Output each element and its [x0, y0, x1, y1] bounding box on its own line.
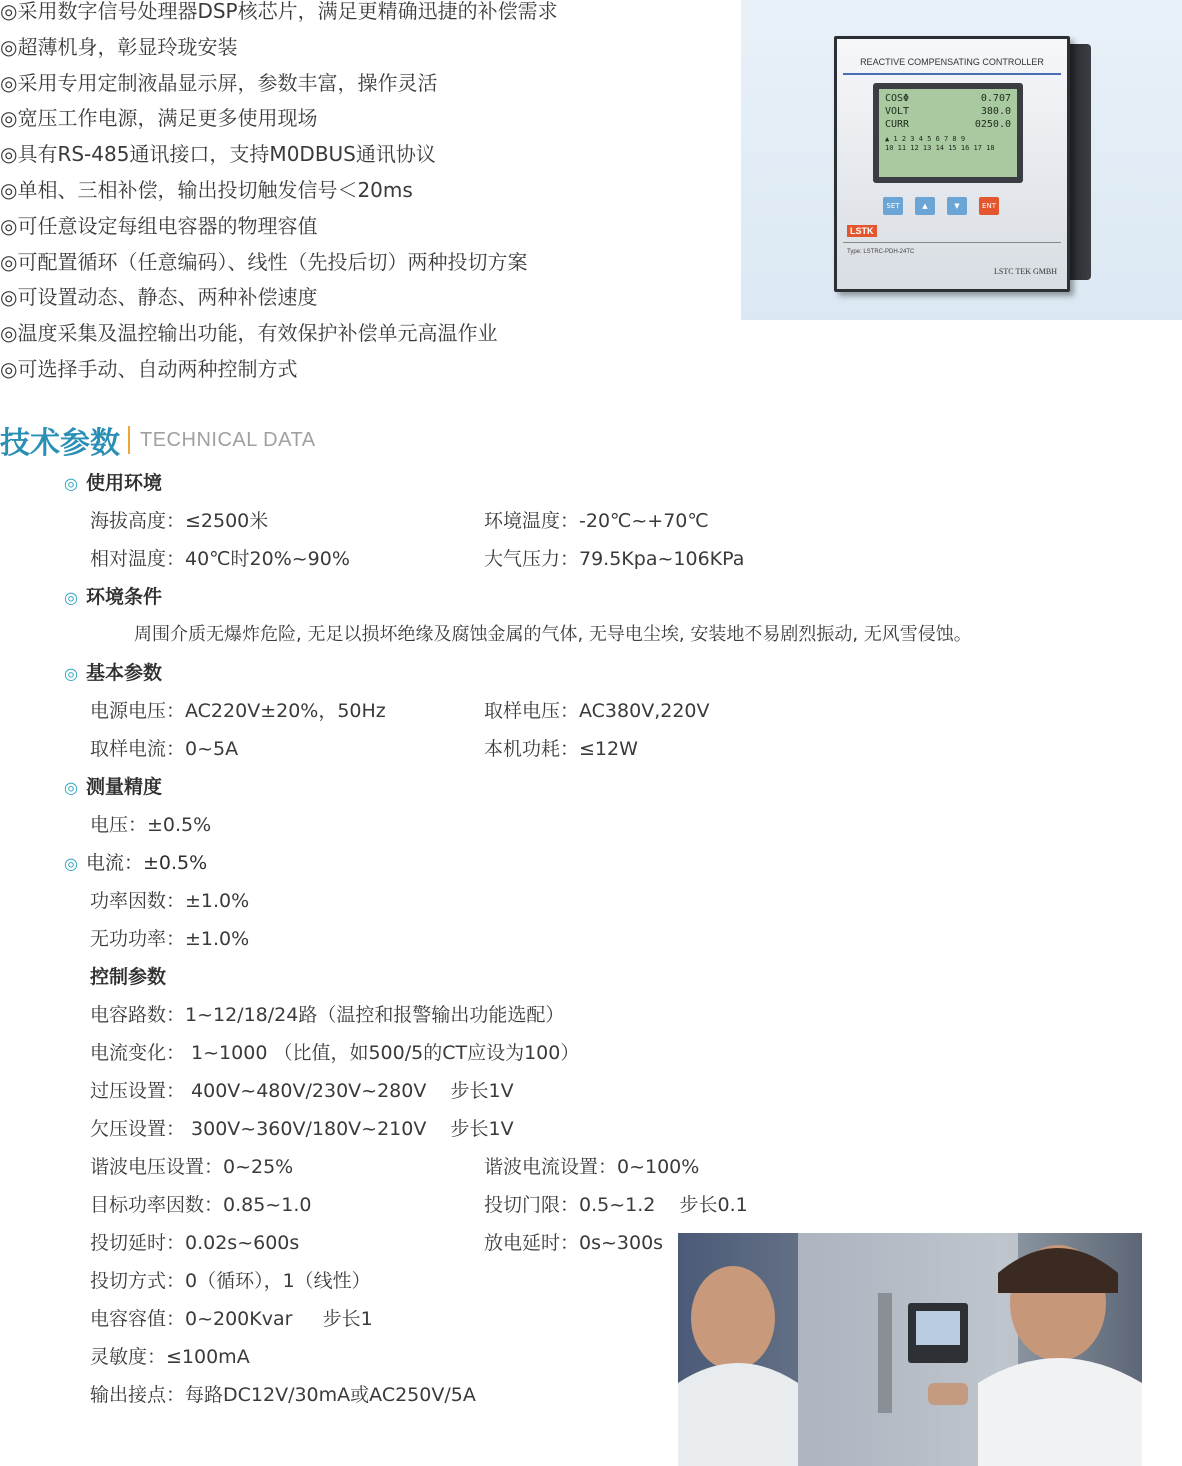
device-side-panel — [1067, 44, 1091, 280]
spec-switch-mode: 投切方式：0（循环），1（线性） — [90, 1270, 371, 1292]
spec-cap-channels: 电容路数：1~12/18/24路（温控和报警输出功能选配） — [90, 1004, 565, 1026]
spec-pf-accuracy: 功率因数：±1.0% — [90, 890, 250, 912]
device-title: REACTIVE COMPENSATING CONTROLLER — [860, 57, 1044, 67]
lcd-label: VOLT — [885, 106, 910, 117]
feature-item: ◎超薄机身，彰显玲珑安装 — [0, 34, 238, 59]
device-key-enter: ENT — [979, 197, 999, 215]
spec-cap-value: 电容容值：0~200Kvar 步长1 — [90, 1308, 373, 1330]
spec-undervoltage: 欠压设置： 300V~360V/180V~210V 步长1V — [90, 1118, 514, 1140]
feature-item: ◎采用数字信号处理器DSP核芯片，满足更精确迅捷的补偿需求 — [0, 0, 558, 23]
spec-output-contact: 输出接点：每路DC12V/30mA或AC250V/5A — [90, 1384, 476, 1406]
product-photo — [741, 0, 1182, 320]
spec-reactive-accuracy: 无功功率：±1.0% — [90, 928, 250, 950]
spec-altitude: 海拔高度：≤2500米 — [90, 510, 269, 532]
spec-harmonic-voltage: 谐波电压设置：0~25% — [90, 1156, 294, 1178]
group-title-env-conditions — [64, 578, 162, 617]
device-divider — [843, 242, 1061, 243]
technicians-photo — [678, 1233, 1142, 1466]
lcd-screen — [879, 89, 1017, 177]
lcd-label: COSΦ — [885, 93, 910, 104]
device-keypad — [883, 197, 999, 215]
group-title-label: 测量精度 — [85, 776, 162, 798]
spec-power-consumption: 本机功耗：≤12W — [484, 738, 638, 760]
spec-overvoltage: 过压设置： 400V~480V/230V~280V 步长1V — [90, 1080, 514, 1102]
lcd-label: CURR — [885, 119, 910, 130]
lcd-value: 0250.0 — [974, 119, 1011, 130]
lcd-row — [885, 118, 1011, 131]
spec-pressure: 大气压力：79.5Kpa~106KPa — [484, 548, 745, 570]
device-key-up: ▲ — [915, 197, 935, 215]
feature-item: ◎可设置动态、静态、两种补偿速度 — [0, 285, 318, 310]
feature-item: ◎温度采集及温控输出功能，有效保护补偿单元高温作业 — [0, 321, 498, 346]
spec-voltage-accuracy: 电压：±0.5% — [90, 814, 212, 836]
lcd-value: 0.707 — [980, 93, 1011, 104]
device-key-down: ▼ — [947, 197, 967, 215]
lcd-channel-numbers: 10 11 12 13 14 15 16 17 18 — [885, 144, 995, 152]
feature-list — [0, 0, 720, 388]
group-title-control: 控制参数 — [90, 966, 167, 988]
feature-item: ◎可任意设定每组电容器的物理容值 — [0, 213, 318, 238]
spec-target-pf: 目标功率因数：0.85~1.0 — [90, 1194, 312, 1216]
group-title-label: 使用环境 — [85, 472, 162, 494]
group-title-label: 基本参数 — [85, 662, 162, 684]
bullet-icon: ◎ — [64, 474, 78, 493]
spec-switch-threshold: 投切门限：0.5~1.2 步长0.1 — [484, 1194, 748, 1216]
device-type-label: Type: LSTRC-PDH-24TC — [847, 249, 915, 255]
technicians-illustration — [678, 1233, 1142, 1466]
spec-harmonic-current: 谐波电流设置：0~100% — [484, 1156, 700, 1178]
device-brand: LSTC TEK GMBH — [994, 267, 1057, 276]
device-logo: LSTK — [847, 225, 877, 237]
spec-supply-voltage: 电源电压：AC220V±20%，50Hz — [90, 700, 386, 722]
lcd-row — [885, 92, 1011, 105]
feature-item: ◎可选择手动、自动两种控制方式 — [0, 356, 298, 381]
lcd-frame — [873, 83, 1023, 183]
spec-discharge-delay: 放电延时：0s~300s — [484, 1232, 664, 1254]
group-title-environment — [64, 464, 162, 503]
spec-sample-voltage: 取样电压：AC380V,220V — [484, 700, 710, 722]
spec-humidity: 相对温度：40℃时20%~90% — [90, 548, 350, 570]
feature-item: ◎可配置循环（任意编码）、线性（先投后切）两种投切方案 — [0, 249, 528, 274]
section-subtitle: TECHNICAL DATA — [140, 428, 316, 451]
lcd-channel-numbers: ▲ 1 2 3 4 5 6 7 8 9 — [885, 135, 966, 143]
bullet-icon: ◎ — [64, 588, 78, 607]
bullet-icon: ◎ — [64, 778, 78, 797]
group-title-label: 环境条件 — [85, 586, 162, 608]
section-divider — [128, 426, 130, 454]
feature-item: ◎单相、三相补偿，输出投切触发信号＜20ms — [0, 177, 413, 202]
spec-ct-ratio: 电流变化： 1~1000 （比值，如500/5的CT应设为100） — [90, 1042, 580, 1064]
spec-env-description: 周围介质无爆炸危险, 无足以损坏绝缘及腐蚀金属的气体, 无导电尘埃, 安装地不易剧烈振动, 无风雪侵蚀。 — [134, 624, 972, 645]
spec-env-temp: 环境温度：-20℃~+70℃ — [484, 510, 709, 532]
feature-item: ◎宽压工作电源，满足更多使用现场 — [0, 106, 318, 131]
section-title: 技术参数 — [0, 426, 120, 461]
device-divider — [843, 73, 1061, 75]
group-title-basic — [64, 654, 162, 693]
lcd-row — [885, 105, 1011, 118]
spec-current-accuracy — [64, 844, 207, 883]
feature-item: ◎具有RS-485通讯接口，支持M0DBUS通讯协议 — [0, 142, 436, 167]
bullet-icon: ◎ — [64, 664, 78, 683]
spec-switch-delay: 投切延时：0.02s~600s — [90, 1232, 300, 1254]
device-key-set: SET — [883, 197, 903, 215]
controller-device — [834, 36, 1070, 292]
feature-item: ◎采用专用定制液晶显示屏，参数丰富，操作灵活 — [0, 70, 438, 95]
group-title-accuracy — [64, 768, 162, 807]
spec-current-accuracy-label: 电流：±0.5% — [85, 852, 208, 874]
bullet-icon: ◎ — [64, 854, 78, 873]
spec-sensitivity: 灵敏度：≤100mA — [90, 1346, 250, 1368]
lcd-value: 380.0 — [980, 106, 1011, 117]
spec-sample-current: 取样电流：0~5A — [90, 738, 239, 760]
section-header — [0, 418, 316, 462]
